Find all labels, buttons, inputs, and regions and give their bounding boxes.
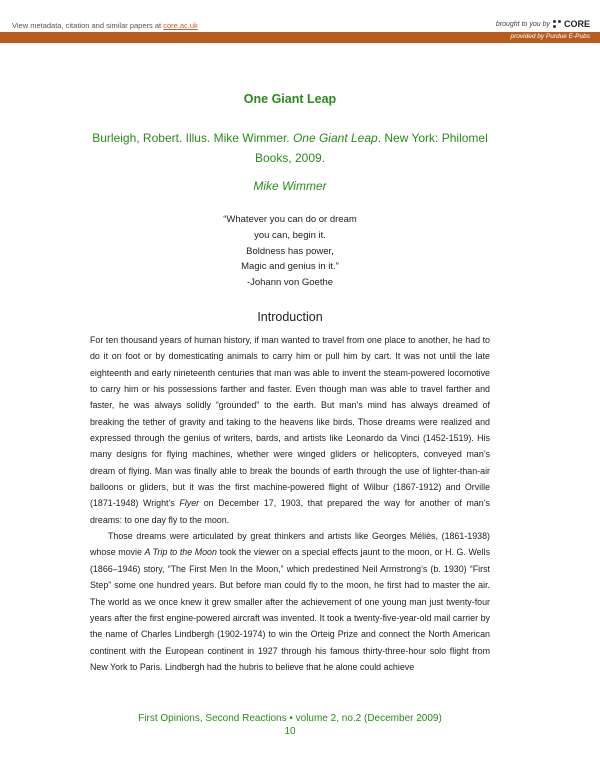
provided-by-bar: [0, 32, 600, 43]
core-logo-text: CORE: [563, 19, 590, 29]
citation-pre: Burleigh, Robert. Illus. Mike Wimmer.: [92, 131, 293, 145]
paragraph-1-text-a: For ten thousand years of human history, if man wanted to travel from one place to another, he had to do it on foot or by domesticating animals to carry him or pull him by cart. It was not until the late eighteenth and early nineteenth centuries that man was able to invent the steam-powered locomotive to carry him or his possessions farther and faster. Even though man was able to travel farther and faster, he was always solidly “grounded” to the earth. But man’s mind has always dreamed of breaking the tether of gravity and taking to the heavens like birds. Those dreams were realized and expressed through the genius of writers, bards, and artists like Leonardo da Vinci (1452-1519). His many designs for flying machines, whether were winged gliders or helicopters, conveyed man’s dream of flying. Man was finally able to break the bounds of earth through the use of lighter-than-air balloons or gliders, but it was the first machine-powered flight of Wilbur (1867-1912) and Orville (1871-1948) Wright’s: [90, 335, 490, 509]
paragraph-2-text-b: took the viewer on a special effects jaunt to the moon, or H. G. Wells (1866–1946) story, “The First Men In the Moon,” which predestined Neil Armstrong’s (b. 1930) “First Step” some one hundred years. But before man could fly to the moon, he first had to master the air. The world as we once knew it grew smaller after the achievement of one young man just twenty-four years after the first engine-powered aircraft was invented. It took a twenty-five-year-old mail carrier by the name of Charles Lindbergh (1902-1974) to win the Orteig Prize and connect the North American continent with the European continent in 1927 through his famous thirty-three-hour solo flight from New York to Paris. Lindbergh had the hubris to believe that he alone could achieve: [90, 547, 491, 672]
core-link[interactable]: core.ac.uk: [163, 21, 198, 30]
brought-by-text: brought to you by: [495, 20, 550, 28]
epigraph-line: Boldness has power,: [246, 245, 334, 257]
epigraph-line: “Whatever you can do or dream: [223, 214, 357, 225]
reviewer-author: Mike Wimmer: [253, 179, 327, 193]
epigraph: [90, 212, 490, 291]
core-view-text: View metadata, citation and similar papers at: [12, 21, 162, 30]
journal-info: First Opinions, Second Reactions • volume 2, no.2 (December 2009): [138, 713, 442, 724]
body-text: [90, 332, 490, 675]
core-metadata-notice: [12, 21, 198, 30]
paragraph-1-text-b: on December 17, 1903, that prepared the way for another of man’s dreams: to one day fly to the moon.: [90, 498, 490, 525]
paragraph-2-text-a: Those dreams were articulated by great thinkers and artists like Georges Méliès, (1861-1938) whose movie: [90, 531, 490, 558]
section-heading: Introduction: [257, 310, 323, 324]
flyer-italic: Flyer: [179, 498, 200, 509]
brought-to-you-by: [496, 19, 590, 29]
citation-book-title: One Giant Leap: [292, 131, 378, 145]
citation: [90, 128, 490, 168]
page-number: 10: [284, 726, 296, 737]
epigraph-line: you can, begin it.: [254, 229, 326, 241]
provided-by-text[interactable]: provided by Purdue E-Pubs: [510, 33, 590, 40]
page-footer: [90, 712, 490, 738]
paragraph-1: [90, 332, 490, 528]
epigraph-line: Magic and genius in it.”: [241, 261, 339, 273]
article-title: One Giant Leap: [243, 92, 337, 106]
movie-title-italic: A Trip to the Moon: [144, 547, 217, 558]
paragraph-2: [90, 528, 490, 675]
core-header: [0, 0, 600, 32]
epigraph-attribution: -Johann von Goethe: [246, 277, 334, 289]
core-logo-icon: [553, 20, 562, 29]
core-logo[interactable]: [553, 19, 590, 29]
citation-post: . New York: Philomel Books, 2009.: [254, 131, 488, 165]
